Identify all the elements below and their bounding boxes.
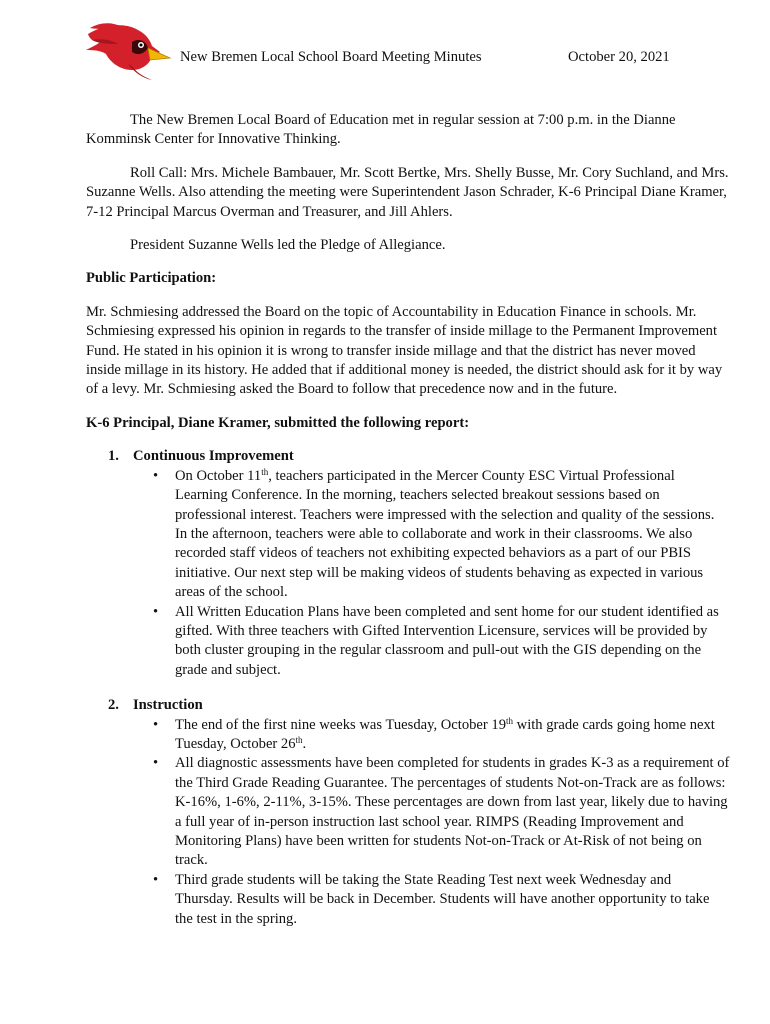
minutes-body xyxy=(86,111,730,945)
section-number: 1. xyxy=(108,448,119,465)
list-item: • On October 11th, teachers participated in the Mercer County ESC Virtual Professional Learning Conference. In the morning, teachers selected breakout sessions based on professional interest. Teachers were impressed with the selection and quality of the sessions. In the afternoon, teachers were able to collaborate and work in their classrooms. We also recorded staff videos of teachers not exhibiting expected behaviors as a part of our PBIS initiative. Our next step will be making videos of students behaving as expected in various areas of the school. xyxy=(175,467,730,603)
section-title: Instruction xyxy=(133,697,203,714)
report-section-continuous-improvement xyxy=(86,447,730,680)
document-date: October 20, 2021 xyxy=(568,49,670,65)
public-participation-text: Mr. Schmiesing addressed the Board on the topic of Accountability in Education Finance in schools. Mr. Schmiesing expressed his opinion in regards to the transfer of inside millage to the Permanent Improvement Fund. He stated in his opinion it is wrong to transfer inside millage and that the district has never moved inside millage in its history. He added that if additional money is needed, the district should ask for it by way of a levy. Mr. Schmiesing asked the Board to follow that precedence now and in the future. xyxy=(86,303,723,398)
report-sections xyxy=(86,447,730,929)
list-item: • All diagnostic assessments have been completed for students in grades K-3 as a requirement of the Third Grade Reading Guarantee. The percentages of students Not-on-Track are as follows: K-16%, 1-6%, 2-11%, 3-15%. These percentages are down from last year, likely due to having a full year of in-person instruction last school year. RIMPS (Reading Improvement and Monitoring Plans) have been written for students Not-on-Track or At-Risk of not being on track. xyxy=(175,754,730,870)
principal-report-heading: K-6 Principal, Diane Kramer, submitted the following report: xyxy=(86,414,470,431)
bullet-list xyxy=(86,467,730,680)
report-section-instruction xyxy=(86,696,730,929)
roll-call-paragraph: Roll Call: Mrs. Michele Bambauer, Mr. Scott Bertke, Mrs. Shelly Busse, Mr. Cory Suchland, and Mrs. Suzanne Wells. Also attending the meeting were Superintendent Jason Schrader, K-6 Principal Diane Kramer, 7-12 Principal Marcus Overman and Treasurer, and Jill Ahlers. xyxy=(86,164,729,220)
bullet-list xyxy=(86,716,730,929)
cardinal-logo-icon xyxy=(86,20,172,82)
list-item: • Third grade students will be taking the State Reading Test next week Wednesday and Thursday. Results will be back in December. Students will have another opportunity to take the test in the spring. xyxy=(175,871,730,929)
document-title: New Bremen Local School Board Meeting Minutes xyxy=(180,49,482,65)
list-item: • The end of the first nine weeks was Tuesday, October 19th with grade cards going home next Tuesday, October 26th. xyxy=(175,716,730,755)
list-item: • All Written Education Plans have been completed and sent home for our student identified as gifted. With three teachers with Gifted Intervention Licensure, services will be provided by both cluster grouping in the regular classroom and pull-out with the GIS depending on the grade and subject. xyxy=(175,603,730,681)
pledge-paragraph: President Suzanne Wells led the Pledge of Allegiance. xyxy=(130,237,446,254)
section-number: 2. xyxy=(108,697,119,714)
public-participation-heading: Public Participation: xyxy=(86,270,217,287)
section-title: Continuous Improvement xyxy=(133,448,294,465)
session-paragraph: The New Bremen Local Board of Education met in regular session at 7:00 p.m. in the Dianne Komminsk Center for Innovative Thinking. xyxy=(86,112,676,148)
